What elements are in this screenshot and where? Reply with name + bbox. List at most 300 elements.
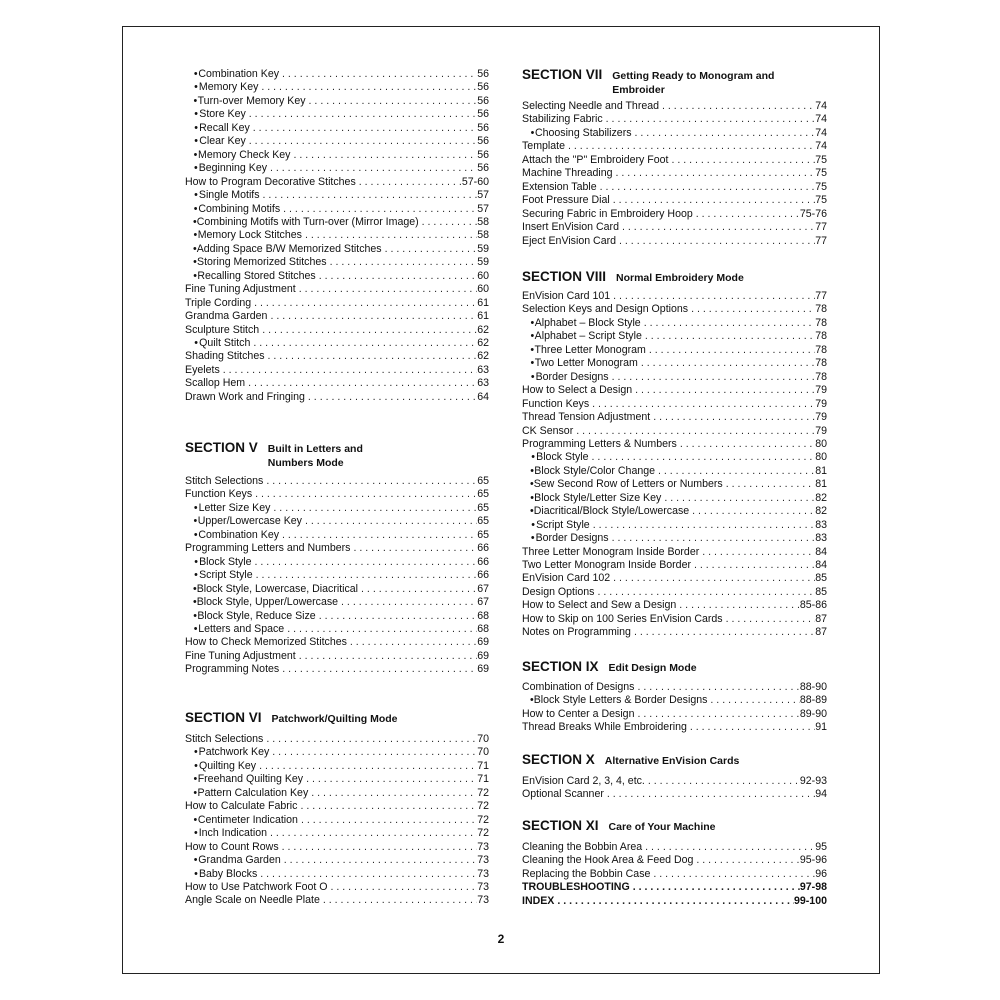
- dot-leader: [689, 505, 815, 518]
- dot-leader: [257, 868, 477, 881]
- toc-entry-page: 97-98: [799, 881, 827, 894]
- dot-leader: [263, 475, 477, 488]
- toc-entry-page: 56: [477, 121, 489, 134]
- toc-entry-label: Securing Fabric in Embroidery Hoop: [522, 207, 693, 220]
- toc-entry-label: How to Count Rows: [185, 840, 279, 853]
- dot-leader: [634, 681, 799, 694]
- toc-entry-page: 56: [477, 108, 489, 121]
- dot-leader: [668, 154, 815, 167]
- toc-entry-label: INDEX: [522, 894, 555, 907]
- toc-entry: [522, 465, 827, 478]
- toc-entry-label: Block Style/Color Change: [534, 464, 656, 477]
- toc-entry-page: 79: [815, 384, 827, 397]
- toc-entry: [185, 162, 489, 175]
- dot-leader: [645, 775, 800, 788]
- dot-leader: [302, 229, 477, 242]
- toc-entry-label: Diacritical/Block Style/Lowercase: [533, 505, 690, 518]
- toc-entry-page: 58: [477, 215, 489, 228]
- toc-entry-label: Inch Indication: [198, 827, 268, 840]
- toc-entry-page: 77: [815, 234, 827, 247]
- toc-entry: [185, 610, 489, 623]
- dot-leader: [350, 542, 477, 555]
- toc-entry-label: Fine Tuning Adjustment: [185, 283, 296, 296]
- toc-entry-page: 70: [477, 733, 489, 745]
- bullet-icon: •: [193, 256, 197, 269]
- dot-leader: [609, 371, 816, 384]
- toc-entry: [185, 475, 489, 488]
- section-heading-x: [522, 752, 739, 768]
- toc-entry-page: 73: [477, 894, 489, 907]
- toc-entry-label: Border Designs: [535, 532, 609, 545]
- toc-entry-page: 79: [815, 411, 827, 424]
- bullet-icon: •: [193, 596, 197, 609]
- toc-entry-page: 75: [815, 153, 827, 166]
- toc-entry: [522, 546, 827, 559]
- toc-entry: [185, 391, 489, 404]
- dot-leader: [597, 181, 816, 194]
- dot-leader: [284, 623, 477, 636]
- toc-entry-page: 73: [477, 880, 489, 893]
- toc-entry: [522, 681, 827, 694]
- dot-leader: [246, 108, 477, 121]
- toc-entry: [522, 451, 827, 464]
- bullet-icon: •: [194, 108, 198, 121]
- toc-entry-label: Combining Motifs: [198, 202, 281, 215]
- toc-entry-label: Two Letter Monogram Inside Border: [522, 559, 691, 571]
- toc-entry-page: 69: [477, 663, 489, 676]
- toc-entry: [185, 270, 489, 283]
- toc-entry-page: 70: [477, 746, 489, 759]
- toc-entry: [522, 559, 827, 572]
- toc-entry-page: 56: [477, 162, 489, 175]
- toc-entry-page: 67: [477, 596, 489, 609]
- toc-entry-label: Drawn Work and Fringing: [185, 390, 305, 403]
- toc-entry-page: 99-100: [794, 894, 827, 907]
- toc-entry: [185, 583, 489, 596]
- bullet-icon: •: [193, 854, 198, 867]
- section-title: Normal Embroidery Mode: [616, 272, 744, 284]
- toc-entry-page: 80: [815, 451, 827, 464]
- bullet-icon: •: [193, 528, 198, 541]
- toc-entry: [185, 663, 489, 676]
- dot-leader: [661, 492, 815, 505]
- dot-leader: [297, 800, 477, 813]
- toc-entry-label: Block Style, Lowercase, Diacritical: [196, 582, 359, 595]
- bullet-icon: •: [193, 269, 198, 282]
- toc-entry: [185, 377, 489, 390]
- toc-entry-label: How to Select and Sew a Design: [522, 599, 677, 612]
- toc-entry-page: 78: [815, 316, 827, 329]
- dot-leader: [641, 317, 816, 330]
- toc-entry-label: Stitch Selections: [185, 475, 264, 487]
- toc-entry-page: 57-60: [461, 175, 489, 188]
- toc-entry-label: Block Style: [536, 451, 589, 464]
- dot-leader: [631, 626, 815, 639]
- toc-entry: [522, 505, 827, 518]
- dot-leader: [308, 787, 477, 800]
- toc-entry: [522, 154, 827, 167]
- dot-leader: [573, 425, 815, 438]
- bullet-icon: •: [530, 478, 534, 491]
- toc-entry: [522, 208, 827, 221]
- dot-leader: [327, 881, 477, 894]
- toc-entry-label: Cleaning the Hook Area & Feed Dog: [522, 854, 694, 867]
- bullet-icon: •: [193, 501, 198, 514]
- toc-entry: [522, 841, 827, 854]
- bullet-icon: •: [193, 609, 198, 622]
- toc-entry-page: 82: [815, 491, 827, 504]
- toc-entry-label: How to Select a Design: [522, 384, 633, 397]
- dot-leader: [267, 310, 477, 323]
- toc-entry: [185, 623, 489, 636]
- toc-entry-page: 81: [815, 464, 827, 477]
- dot-leader: [590, 519, 816, 532]
- bullet-icon: •: [194, 337, 198, 349]
- toc-entry-page: 68: [477, 622, 489, 635]
- toc-entry-label: Scallop Hem: [185, 377, 246, 390]
- toc-entry-label: Eject EnVision Card: [522, 234, 617, 247]
- toc-entry: [185, 868, 489, 881]
- toc-entry: [185, 827, 489, 840]
- toc-entry-page: 63: [477, 363, 489, 376]
- dot-leader: [279, 68, 477, 81]
- toc-entry: [522, 303, 827, 316]
- toc-entry-page: 87: [815, 626, 827, 639]
- toc-entry: [185, 81, 489, 94]
- dot-leader: [279, 529, 477, 542]
- dot-leader: [302, 515, 477, 528]
- toc-entry-page: 58: [477, 229, 489, 242]
- dot-leader: [642, 841, 815, 854]
- dot-leader: [693, 208, 800, 221]
- toc-entry-label: Block Style, Reduce Size: [197, 609, 316, 622]
- toc-entry: [185, 596, 489, 609]
- toc-entry-page: 56: [477, 135, 489, 148]
- dot-leader: [642, 330, 815, 343]
- toc-entry: [185, 310, 489, 323]
- dot-leader: [604, 788, 815, 801]
- toc-entry-label: Adding Space B/W Memorized Stitches: [196, 242, 382, 255]
- bullet-icon: •: [193, 229, 198, 242]
- bullet-icon: •: [193, 827, 198, 840]
- toc-entry-page: 77: [815, 290, 827, 302]
- toc-entry-page: 61: [477, 296, 489, 309]
- toc-entry-label: Programming Letters & Numbers: [522, 437, 677, 450]
- dot-leader: [252, 488, 477, 501]
- dot-leader: [280, 203, 477, 216]
- section-number: SECTION XI: [522, 818, 599, 833]
- toc-entry-page: 65: [477, 488, 489, 501]
- toc-entry-page: 78: [815, 343, 827, 356]
- dot-leader: [610, 572, 815, 585]
- dot-leader: [707, 694, 799, 707]
- toc-entry-page: 95-96: [799, 854, 827, 867]
- dot-leader: [253, 569, 478, 582]
- toc-entry-page: 94: [815, 788, 827, 801]
- dot-leader: [327, 256, 478, 269]
- dot-leader: [630, 881, 800, 894]
- dot-leader: [296, 650, 477, 663]
- toc-entry: [185, 542, 489, 555]
- bullet-icon: •: [530, 491, 534, 504]
- toc-entry-label: Design Options: [522, 585, 595, 598]
- toc-entry-label: Programming Letters and Numbers: [185, 542, 351, 555]
- toc-entry-page: 57: [477, 202, 489, 215]
- dot-leader: [252, 556, 478, 569]
- dot-leader: [267, 162, 477, 175]
- toc-entry-label: Centimeter Indication: [197, 813, 298, 826]
- section-number: SECTION VII: [522, 67, 603, 82]
- bullet-icon: •: [194, 759, 198, 772]
- toc-entry-page: 64: [477, 390, 489, 403]
- toc-entry-page: 61: [477, 310, 489, 323]
- toc-entry: [522, 167, 827, 180]
- toc-entry-label: Selecting Needle and Thread: [522, 100, 660, 112]
- toc-entry-page: 60: [477, 269, 489, 282]
- toc-entry: [185, 841, 489, 854]
- toc-entry-label: EnVision Card 101: [522, 290, 611, 302]
- bullet-icon: •: [530, 532, 535, 545]
- toc-entry: [185, 297, 489, 310]
- toc-entry-label: Combination of Designs: [522, 681, 635, 693]
- toc-entry: [185, 894, 489, 907]
- toc-entry-label: Clear Key: [199, 135, 246, 148]
- section-title-line1: Getting Ready to Monogram and: [612, 70, 775, 82]
- bullet-icon: •: [193, 202, 198, 215]
- toc-entry-label: Alphabet – Script Style: [534, 330, 642, 343]
- toc-entry: [185, 95, 489, 108]
- toc-entry-label: Memory Check Key: [198, 148, 291, 161]
- toc-entry-page: 62: [477, 323, 489, 336]
- dot-leader: [610, 290, 815, 303]
- toc-entry-label: Function Keys: [185, 488, 253, 501]
- toc-entry-page: 74: [815, 140, 827, 153]
- toc-entry-label: Beginning Key: [198, 162, 268, 175]
- toc-entry-page: 95: [815, 841, 827, 853]
- toc-entry-label: Storing Memorized Stitches: [197, 256, 327, 269]
- toc-entry: [522, 788, 827, 801]
- bullet-icon: •: [194, 135, 198, 148]
- dot-leader: [245, 377, 477, 390]
- toc-entry-page: 78: [815, 303, 827, 316]
- manual-page: [122, 26, 880, 974]
- section-title: Alternative EnVision Cards: [604, 755, 740, 767]
- section-title: Care of Your Machine: [608, 821, 716, 833]
- bullet-icon: •: [194, 121, 198, 134]
- page-number: 2: [497, 932, 505, 946]
- toc-entry-label: How to Skip on 100 Series EnVision Cards: [522, 612, 723, 625]
- dot-leader: [619, 221, 815, 234]
- section-number: SECTION V: [185, 440, 258, 455]
- dot-leader: [356, 176, 462, 189]
- dot-leader: [267, 827, 477, 840]
- toc-entry-page: 84: [815, 545, 827, 558]
- toc-entry-label: Sculpture Stitch: [185, 323, 260, 336]
- dot-leader: [298, 814, 477, 827]
- toc-entry-label: Quilting Key: [198, 759, 257, 772]
- toc-entry: [522, 181, 827, 194]
- toc-entry: [185, 787, 489, 800]
- dot-leader: [659, 100, 815, 113]
- section-heading-vii: [522, 67, 774, 97]
- toc-entry: [522, 330, 827, 343]
- toc-entry-label: Upper/Lowercase Key: [197, 515, 302, 528]
- toc-entry: [522, 854, 827, 867]
- dot-leader: [320, 894, 477, 907]
- toc-entry-page: 66: [477, 569, 489, 582]
- dot-leader: [316, 270, 478, 283]
- bullet-icon: •: [530, 343, 535, 356]
- toc-entry-page: 56: [477, 81, 489, 94]
- toc-entry-label: How to Center a Design: [522, 707, 635, 720]
- bullet-icon: •: [530, 357, 535, 370]
- toc-entry: [185, 176, 489, 189]
- toc-entry: [185, 229, 489, 242]
- toc-entry: [185, 502, 489, 515]
- bullet-icon: •: [530, 126, 535, 139]
- toc-entry-page: 89-90: [799, 707, 827, 720]
- toc-entry-page: 79: [815, 424, 827, 437]
- toc-entry-page: 75: [815, 180, 827, 193]
- toc-entry-label: Triple Cording: [185, 296, 252, 309]
- toc-entry: [522, 868, 827, 881]
- bullet-icon: •: [193, 515, 198, 528]
- dot-leader: [638, 357, 815, 370]
- toc-entry-page: 75: [815, 167, 827, 180]
- toc-entry-label: Notes on Programming: [522, 626, 631, 639]
- dot-leader: [306, 95, 478, 108]
- toc-entry-page: 62: [477, 350, 489, 363]
- toc-entry-label: Choosing Stabilizers: [534, 126, 632, 139]
- toc-entry-page: 65: [477, 475, 489, 487]
- toc-entry: [522, 895, 827, 908]
- toc-entry-label: Three Letter Monogram Inside Border: [522, 545, 700, 558]
- section-title: Edit Design Mode: [608, 662, 697, 674]
- toc-entry-page: 78: [815, 370, 827, 383]
- toc-entry: [522, 127, 827, 140]
- dot-leader: [279, 663, 477, 676]
- toc-entry-label: Freehand Quilting Key: [197, 773, 304, 786]
- toc-entry-page: 73: [477, 854, 489, 867]
- toc-entry-page: 72: [477, 827, 489, 840]
- toc-entry: [185, 324, 489, 337]
- bullet-icon: •: [193, 148, 198, 161]
- dot-leader: [347, 636, 477, 649]
- toc-entry-page: 74: [815, 100, 827, 112]
- dot-leader: [263, 733, 477, 746]
- toc-entry-label: Memory Lock Stitches: [197, 229, 302, 242]
- toc-entry: [522, 626, 827, 639]
- bullet-icon: •: [193, 786, 198, 799]
- toc-entry-label: Replacing the Bobbin Case: [522, 867, 651, 880]
- dot-leader: [338, 596, 477, 609]
- toc-entry-page: 69: [477, 649, 489, 662]
- bullet-icon: •: [193, 162, 198, 175]
- toc-entry-label: Block Style/Letter Size Key: [534, 491, 662, 504]
- dot-leader: [677, 438, 815, 451]
- toc-entry: [522, 235, 827, 248]
- bullet-icon: •: [193, 242, 197, 255]
- dot-leader: [646, 344, 815, 357]
- toc-entry-page: 85: [815, 572, 827, 585]
- toc-entry-page: 59: [477, 242, 489, 255]
- toc-entry-label: CK Sensor: [522, 424, 574, 437]
- toc-entry-label: Script Style: [536, 518, 590, 531]
- dot-leader: [296, 283, 477, 296]
- toc-entry-page: 83: [815, 532, 827, 545]
- dot-leader: [358, 583, 477, 596]
- toc-entry-page: 71: [477, 759, 489, 772]
- bullet-icon: •: [193, 94, 198, 107]
- dot-leader: [419, 216, 478, 229]
- toc-entry-page: 63: [477, 377, 489, 390]
- toc-entry: [185, 881, 489, 894]
- toc-entry: [522, 357, 827, 370]
- toc-entry: [522, 221, 827, 234]
- toc-entry-page: 80: [815, 437, 827, 450]
- dot-leader: [687, 721, 815, 734]
- toc-entry-label: Baby Blocks: [198, 867, 258, 880]
- toc-entry-page: 74: [815, 126, 827, 139]
- bullet-icon: •: [530, 330, 535, 343]
- toc-entry-page: 75: [815, 194, 827, 207]
- toc-entry-page: 88-90: [799, 681, 827, 693]
- toc-entry-label: Recall Key: [199, 121, 250, 134]
- toc-entry-page: 71: [477, 773, 489, 786]
- toc-entry-label: Combination Key: [198, 68, 280, 80]
- toc-entry-label: Patchwork Key: [198, 746, 270, 759]
- toc-entry-page: 92-93: [799, 775, 827, 787]
- dot-leader: [270, 502, 477, 515]
- toc-entry-label: Grandma Garden: [185, 310, 268, 323]
- toc-entry-label: Shading Stitches: [185, 350, 265, 363]
- dot-leader: [305, 391, 477, 404]
- toc-entry-label: Script Style: [199, 569, 253, 582]
- toc-entry-label: Angle Scale on Needle Plate: [185, 894, 320, 907]
- toc-entry-page: 72: [477, 813, 489, 826]
- toc-entry-page: 74: [815, 113, 827, 126]
- toc-entry-label: Quilt Stitch: [199, 337, 251, 349]
- toc-entry: [185, 108, 489, 121]
- toc-entry-label: Programming Notes: [185, 663, 280, 676]
- toc-entry-label: Attach the "P" Embroidery Foot: [522, 153, 669, 166]
- toc-entry: [185, 149, 489, 162]
- toc-entry-page: 73: [477, 840, 489, 853]
- toc-entry: [522, 425, 827, 438]
- dot-leader: [260, 189, 478, 202]
- bullet-icon: •: [193, 773, 198, 786]
- toc-entry-page: 62: [477, 337, 489, 349]
- toc-entry-label: How to Program Decorative Stitches: [185, 175, 356, 188]
- toc-entry-label: TROUBLESHOOTING: [522, 881, 630, 894]
- toc-entry: [522, 694, 827, 707]
- toc-entry-page: 96: [815, 867, 827, 880]
- toc-entry-label: Selection Keys and Design Options: [522, 303, 689, 316]
- dot-leader: [250, 337, 477, 350]
- toc-entry-label: Pattern Calculation Key: [197, 786, 309, 799]
- toc-entry-label: How to Use Patchwork Foot O: [185, 880, 328, 893]
- toc-entry-page: 85: [815, 585, 827, 598]
- section-title: [268, 440, 363, 470]
- toc-entry: [522, 344, 827, 357]
- dot-leader: [316, 610, 478, 623]
- toc-entry-page: 66: [477, 542, 489, 555]
- bullet-icon: •: [193, 813, 198, 826]
- toc-entry-page: 65: [477, 501, 489, 514]
- toc-entry-label: Machine Threading: [522, 167, 613, 180]
- toc-entry: [185, 256, 489, 269]
- toc-entry: [522, 532, 827, 545]
